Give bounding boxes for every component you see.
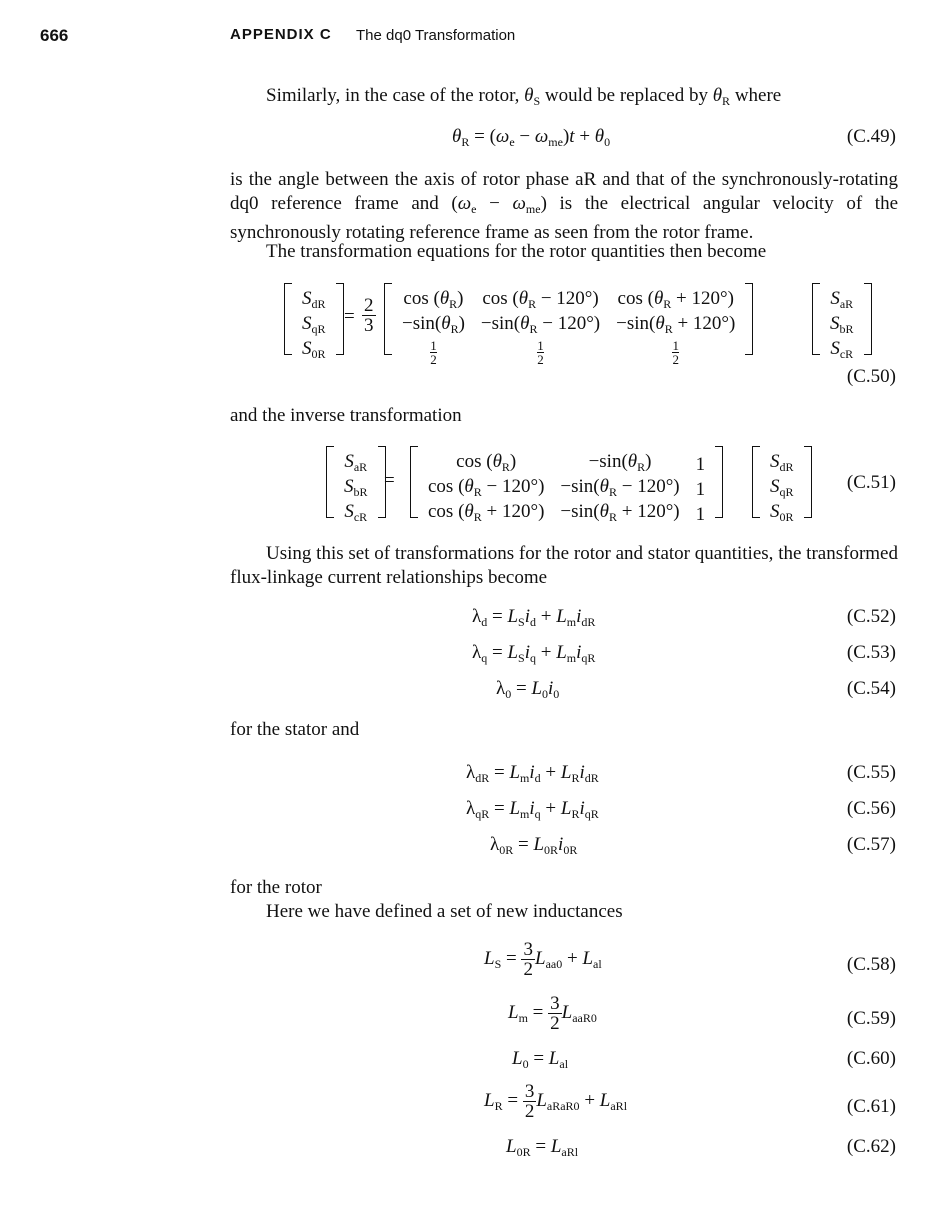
equation-c53: $\lambda_q = L_Si_q + L_mi_{qR}$: [472, 642, 596, 665]
matrix-c50-transform: $\cos (\theta_R)$ $\cos (\theta_R - 120^\circ)$ $\cos (\theta_R + 120^\circ)$ $-\sin(\theta_R)$ $-\sin(\theta_R - 120^\circ)$ $-\sin(\theta_R + 120^\circ)$ $\frac{1}{2}$ $\frac{1}{2}$ $\frac{1}{2}$: [384, 283, 753, 355]
running-title: The dq0 Transformation: [356, 27, 516, 44]
equation-label-c53: (C.53): [846, 642, 896, 663]
paragraph-flux-linkage: Using this set of transformations for the rotor and stator quantities, the transformed flux-linkage current relationships become: [230, 543, 898, 588]
equation-label-c60: (C.60): [846, 1048, 896, 1069]
equation-label-c52: (C.52): [846, 606, 896, 627]
equals-sign: =: [384, 470, 395, 491]
equation-c62: $L_{0R} = L_{aRl}$: [506, 1136, 579, 1159]
equation-c59: $L_m$ = $\frac{3}{2}$ $L_{aaR0}$: [508, 993, 597, 1034]
equation-label-c55: (C.55): [846, 762, 896, 783]
equation-c52: $\lambda_d = L_Si_d + L_mi_{dR}$: [472, 606, 596, 629]
equation-label-c56: (C.56): [846, 798, 896, 819]
matrix-c51-lhs: $S_{aR}$ $S_{bR}$ $S_{cR}$: [326, 446, 386, 518]
paragraph-angle-definition: is the angle between the axis of rotor phase aR and that of the synchronously-rotating dq0 reference frame and $(\omega_e - \omega_{me})$ is the electrical angular velocity of the synchronously rotating reference frame as seen from the rotor frame.: [230, 169, 898, 243]
equation-c49: $\theta_R = (\omega_e - \omega_{me})t + \theta_0$: [452, 126, 611, 149]
equals-sign: =: [344, 306, 355, 327]
paragraph-new-inductances: Here we have defined a set of new inductances: [266, 901, 623, 922]
equation-label-c50: (C.50): [846, 366, 896, 387]
equation-label-c49: (C.49): [846, 126, 896, 147]
equation-c54: $\lambda_0 = L_0i_0$: [496, 678, 560, 701]
equation-label-c58: (C.58): [846, 954, 896, 975]
equation-c57: $\lambda_{0R} = L_{0R}i_{0R}$: [490, 834, 578, 857]
equation-c58: $L_S$ = $\frac{3}{2}$ $L_{aa0} + L_{al}$: [484, 939, 602, 980]
matrix-c50-lhs: $S_{dR}$ $S_{qR}$ $S_{0R}$: [284, 283, 344, 355]
paragraph-intro: Similarly, in the case of the rotor, $\theta_S$ would be replaced by $\theta_R$ where: [266, 85, 782, 108]
page-number: 666: [40, 26, 69, 45]
paragraph-rotor-transform: The transformation equations for the rotor quantities then become: [266, 241, 767, 262]
equation-label-c51: (C.51): [846, 472, 896, 493]
matrix-c50-rhs: $S_{aR}$ $S_{bR}$ $S_{cR}$: [812, 283, 872, 355]
equation-label-c57: (C.57): [846, 834, 896, 855]
equation-c56: $\lambda_{qR} = L_mi_q + L_Ri_{qR}$: [466, 798, 599, 821]
matrix-c51-rhs: $S_{dR}$ $S_{qR}$ $S_{0R}$: [752, 446, 812, 518]
equation-c60: $L_0 = L_{al}$: [512, 1048, 569, 1071]
equation-label-c59: (C.59): [846, 1008, 896, 1029]
fraction-two-thirds: $\frac{2}{3}$: [364, 295, 374, 336]
equation-label-c62: (C.62): [846, 1136, 896, 1157]
equation-c55: $\lambda_{dR} = L_mi_d + L_Ri_{dR}$: [466, 762, 599, 785]
matrix-c51-transform: $\cos (\theta_R)$ $-\sin(\theta_R)$ 1 $\cos (\theta_R - 120^\circ)$ $-\sin(\theta_R - 120^\circ)$ 1 $\cos (\theta_R + 120^\circ)$ $-\sin(\theta_R + 120^\circ)$ 1: [410, 446, 723, 518]
equation-label-c61: (C.61): [846, 1096, 896, 1117]
paragraph-inverse: and the inverse transformation: [230, 405, 462, 426]
equation-label-c54: (C.54): [846, 678, 896, 699]
paragraph-for-rotor: for the rotor: [230, 877, 322, 898]
equation-c61: $L_R$ = $\frac{3}{2}$ $L_{aRaR0} + L_{aRl}$: [484, 1081, 628, 1122]
appendix-label: APPENDIX C: [230, 26, 332, 43]
paragraph-for-stator: for the stator and: [230, 719, 360, 740]
